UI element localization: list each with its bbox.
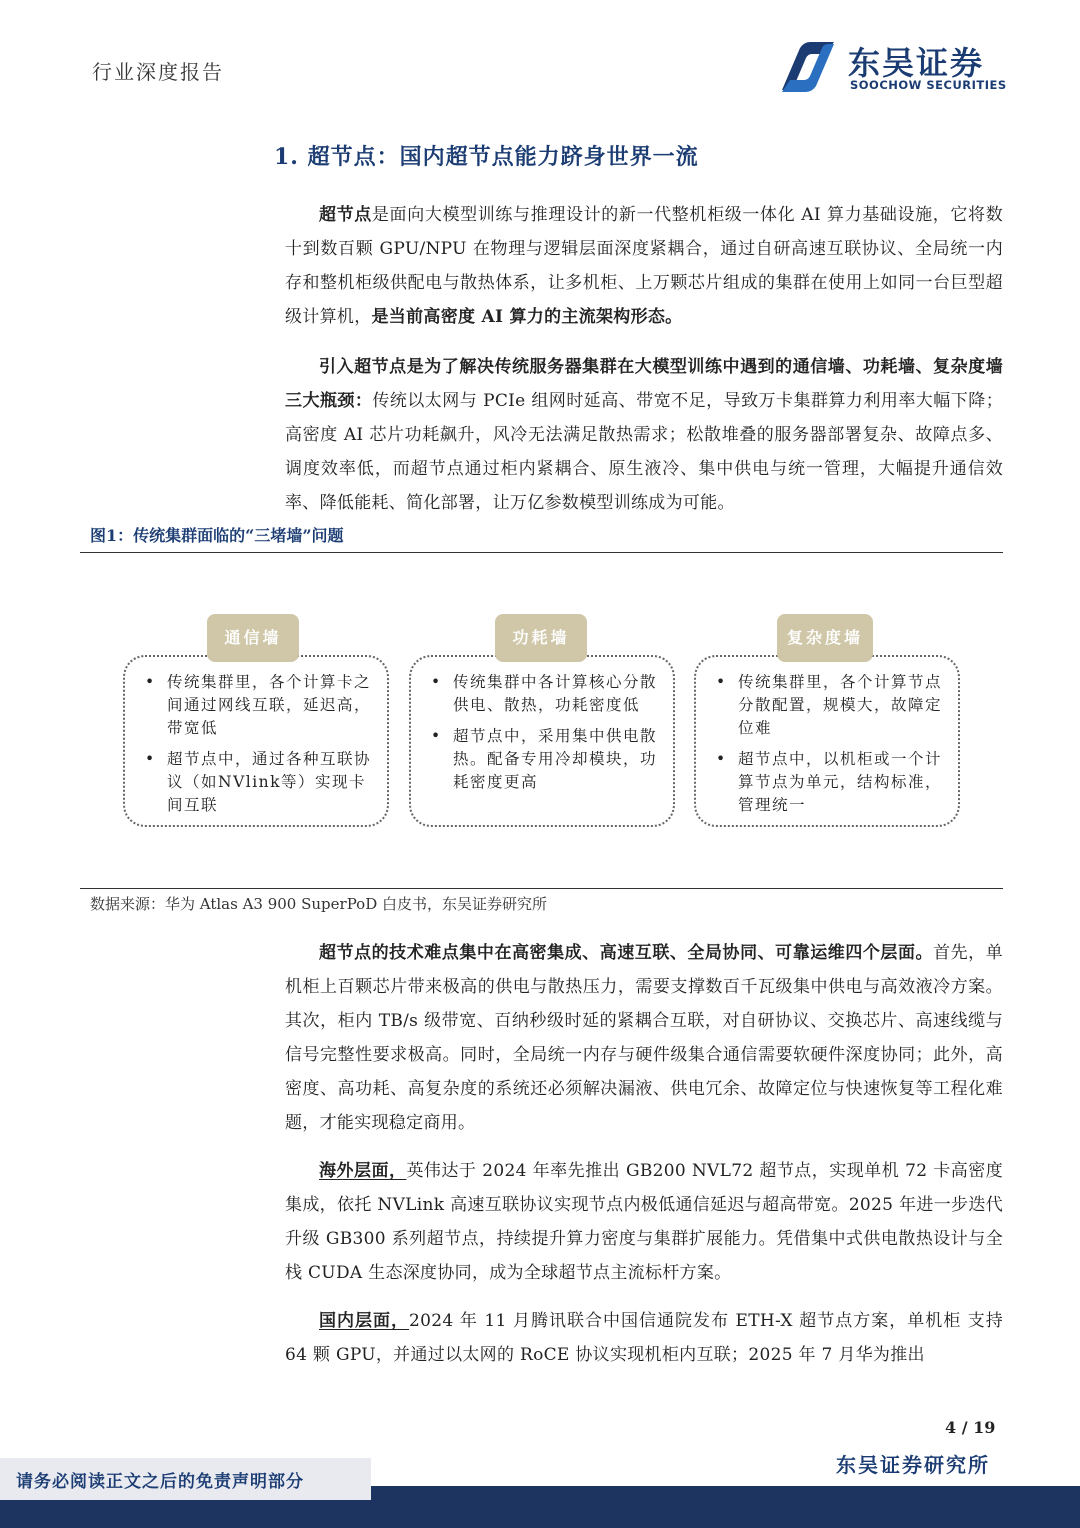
para5-lead: 国内层面，	[319, 1311, 410, 1331]
para3-body: 首先，单机柜上百颗芯片带来极高的供电与散热压力，需要支撑数百千瓦级集中供电与高效液冷方案。其次，柜内 TB/s 级带宽、百纳秒级时延的紧耦合互联，对自研协议、交换芯片、高速线缆与信号完整性要求极高。同时，全局统一内存与硬件级集合通信需要软硬件深度协同；此外，高密度、高功耗、高复杂度的系统还必须解决漏液、供电冗余、故障定位与快速恢复等工程化难题，才能实现稳定商用。	[285, 943, 1003, 1133]
wall-bullet: • 超节点中，以机柜或一个计算节点为单元，结构标准，管理统一	[714, 748, 950, 817]
para1-tail: 是当前高密度 AI 算力的主流架构形态。	[371, 307, 683, 327]
wall-card-complexity	[694, 655, 960, 827]
para2-body: 传统以太网与 PCIe 组网时延高、带宽不足，导致万卡集群算力利用率大幅下降；高密度 AI 芯片功耗飙升，风冷无法满足散热需求；松散堆叠的服务器部署复杂、故障点多、调度效率低，而超节点通过柜内紧耦合、原生液冷、集中供电与统一管理，大幅提升通信效率、降低能耗、简化部署，让万亿参数模型训练成为可能。	[285, 391, 1004, 513]
wall-bullet: • 传统集群里，各个计算节点分散配置，规模大，故障定位难	[714, 671, 950, 740]
para5-body: 2024 年 11 月腾讯联合中国信通院发布 ETH-X 超节点方案，单机柜 支持 64 颗 GPU，并通过以太网的 RoCE 协议实现机柜内互联；2025 年 7 月华为推出	[285, 1311, 1004, 1365]
wall-tag-power: 功耗墙	[495, 614, 587, 662]
report-type-label: 行业深度报告	[92, 60, 224, 84]
wall-bullet: • 超节点中，通过各种互联协议（如NVlink等）实现卡间互联	[143, 748, 379, 817]
wall-bullet: • 超节点中，采用集中供电散热。配备专用冷却模块，功耗密度更高	[429, 725, 665, 794]
wall-bullet: • 传统集群里，各个计算卡之间通过网线互联，延迟高，带宽低	[143, 671, 379, 740]
paragraph-tech-difficulties	[285, 936, 1003, 1140]
para1-lead: 超节点	[319, 205, 372, 225]
wall-card-communication	[123, 655, 389, 827]
wall-card-power	[409, 655, 675, 827]
brand-name-cn: 东吴证券	[848, 44, 985, 82]
paragraph-three-walls	[285, 350, 1003, 520]
figure-title: 图1：传统集群面临的“三堵墙”问题	[90, 526, 344, 545]
wall-tag-communication: 通信墙	[207, 614, 299, 662]
brand-logo	[778, 38, 1008, 98]
figure-top-rule	[80, 552, 1003, 553]
wall-tag-complexity: 复杂度墙	[777, 614, 873, 662]
disclaimer-link[interactable]: 请务必阅读正文之后的免责声明部分	[16, 1472, 304, 1492]
wall-bullet: • 传统集群中各计算核心分散供电、散热，功耗密度低	[429, 671, 665, 717]
paragraph-domestic	[285, 1304, 1003, 1372]
institute-name: 东吴证券研究所	[836, 1453, 990, 1477]
figure-source: 数据来源：华为 Atlas A3 900 SuperPoD 白皮书，东吴证券研究所	[90, 895, 548, 913]
figure-bottom-rule	[80, 888, 1003, 889]
paragraph-definition	[285, 198, 1003, 334]
paragraph-overseas	[285, 1154, 1003, 1290]
para3-lead: 超节点的技术难点集中在高密集成、高速互联、全局协同、可靠运维四个层面。	[319, 943, 934, 963]
section-title: 1. 超节点：国内超节点能力跻身世界一流	[274, 144, 699, 170]
brand-name-en: SOOCHOW SECURITIES	[850, 78, 1007, 92]
soochow-logo-icon	[778, 40, 838, 94]
para4-lead: 海外层面，	[319, 1161, 407, 1181]
page-number: 4 / 19	[945, 1418, 996, 1437]
para4-body: 英伟达于 2024 年率先推出 GB200 NVL72 超节点，实现单机 72 卡高密度集成，依托 NVLink 高速互联协议实现节点内极低通信延迟与超高带宽。2025 年进一步迭代升级 GB300 系列超节点，持续提升算力密度与集群扩展能力。凭借集中式供电散热设计与全栈 CUDA 生态深度协同，成为全球超节点主流标杆方案。	[285, 1161, 1004, 1283]
para1-body: 是面向大模型训练与推理设计的新一代整机柜级一体化 AI 算力基础设施，它将数十到数百颗 GPU/NPU 在物理与逻辑层面深度紧耦合，通过自研高速互联协议、全局统一内存和整机柜级供配电与散热体系，让多机柜、上万颗芯片组成的集群在使用上如同一台巨型超级计算机，	[285, 205, 1003, 327]
para2-lead: 引入超节点是为了解决传统服务器集群在大模型训练中遇到的通信墙、功耗墙、复杂度墙三大瓶颈：	[285, 357, 1003, 411]
